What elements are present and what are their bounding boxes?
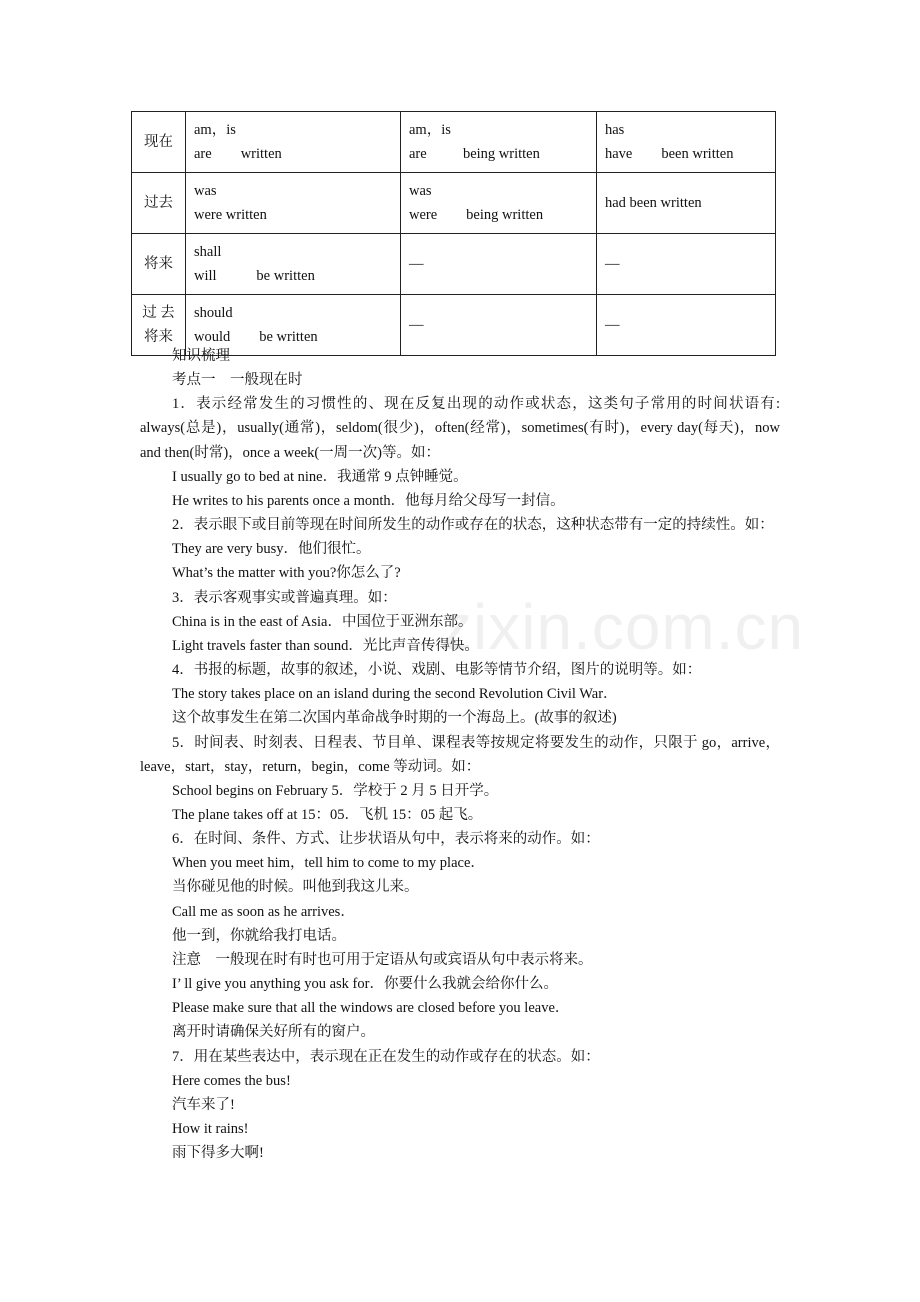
text-line: I usually go to bed at nine．我通常 9 点钟睡觉。 bbox=[172, 468, 468, 485]
tense-label-cell bbox=[132, 234, 186, 295]
cell-text: had been written bbox=[605, 195, 702, 211]
text-line: Please make sure that all the windows are closed before you leave． bbox=[172, 1000, 570, 1017]
text-line: 这个故事发生在第二次国内革命战争时期的一个海岛上。(故事的叙述) bbox=[172, 710, 617, 727]
cell-text: — bbox=[605, 317, 620, 333]
text-line: 3．表示客观事实或普遍真理。如： bbox=[172, 589, 397, 606]
text-line: They are very busy．他们很忙。 bbox=[172, 541, 371, 558]
text-line: Here comes the bus! bbox=[172, 1072, 291, 1089]
cell-text: were being written bbox=[409, 207, 544, 223]
cell-text: will be written bbox=[194, 268, 315, 284]
table-row bbox=[132, 234, 776, 295]
text-line: He writes to his parents once a month．他每月给父母写一封信。 bbox=[172, 492, 565, 509]
cell-text: has bbox=[605, 122, 625, 138]
text-line: 当你碰见他的时候。叫他到我这儿来。 bbox=[172, 879, 419, 896]
tense-table bbox=[131, 111, 776, 356]
cell-text: am，is bbox=[409, 122, 451, 138]
cell-text: shall bbox=[194, 244, 222, 260]
table-cell bbox=[401, 234, 597, 295]
table-cell bbox=[597, 112, 776, 173]
text-line: The plane takes off at 15：05．飞机 15：05 起飞。 bbox=[172, 806, 483, 823]
text-line: 4．书报的标题，故事的叙述，小说、戏剧、电影等情节介绍，图片的说明等。如： bbox=[172, 662, 702, 679]
text-line: 5．时间表、时刻表、日程表、节目单、课程表等按规定将要发生的动作，只限于 go，arrive，leave，start，stay，return，begin，come 等动词。如： bbox=[140, 734, 780, 775]
cell-text: should bbox=[194, 305, 233, 321]
cell-text: have been written bbox=[605, 146, 734, 162]
cell-text: 将来 bbox=[144, 329, 173, 345]
text-line: 汽车来了! bbox=[172, 1096, 235, 1113]
text-line: What’s the matter with you?你怎么了? bbox=[172, 565, 401, 582]
cell-text: 过 去 bbox=[142, 305, 175, 321]
cell-text: am，is bbox=[194, 122, 236, 138]
notes-content bbox=[140, 344, 784, 1165]
cell-text: — bbox=[409, 317, 424, 333]
cell-text: 过去 bbox=[144, 195, 173, 211]
text-line: School begins on February 5．学校于 2 月 5 日开学。 bbox=[172, 782, 499, 799]
text-line: 6．在时间、条件、方式、让步状语从句中，表示将来的动作。如： bbox=[172, 831, 600, 848]
cell-text: are written bbox=[194, 146, 282, 162]
table-row bbox=[132, 112, 776, 173]
text-line: China is in the east of Asia．中国位于亚洲东部。 bbox=[172, 613, 473, 630]
text-line: 7．用在某些表达中，表示现在正在发生的动作或存在的状态。如： bbox=[172, 1048, 600, 1065]
text-line: Light travels faster than sound．光比声音传得快。 bbox=[172, 637, 479, 654]
cell-text: 将来 bbox=[144, 256, 173, 272]
tense-table-body bbox=[132, 112, 776, 356]
watermark: zixin.com.cn bbox=[440, 591, 805, 663]
cell-text: — bbox=[409, 256, 424, 272]
cell-text: are being written bbox=[409, 146, 540, 162]
table-cell bbox=[401, 112, 597, 173]
table-cell bbox=[401, 173, 597, 234]
text-line: 1．表示经常发生的习惯性的、现在反复出现的动作或状态，这类句子常用的时间状语有: always(总是)，usually(通常)，seldom(很少)，often(经常)，sometimes(有时)，every day(每天)，now and then(时常)，once a week(一周一次)等。如： bbox=[140, 396, 784, 461]
table-cell bbox=[597, 234, 776, 295]
tense-label-cell bbox=[132, 173, 186, 234]
text-line: 他一到，你就给我打电话。 bbox=[172, 927, 346, 944]
text-line: Call me as soon as he arrives． bbox=[172, 903, 355, 920]
cell-text: — bbox=[605, 256, 620, 272]
tense-label-cell bbox=[132, 112, 186, 173]
cell-text: 现在 bbox=[144, 134, 173, 150]
cell-text: was bbox=[194, 183, 217, 199]
cell-text: was bbox=[409, 183, 432, 199]
table-cell bbox=[186, 112, 401, 173]
text-line: 雨下得多大啊! bbox=[172, 1145, 264, 1162]
table-cell bbox=[186, 173, 401, 234]
table-row bbox=[132, 173, 776, 234]
table-cell bbox=[597, 173, 776, 234]
text-line: How it rains! bbox=[172, 1121, 249, 1137]
text-line: 离开时请确保关好所有的窗户。 bbox=[172, 1024, 375, 1041]
cell-text: were written bbox=[194, 207, 267, 223]
table-cell bbox=[186, 234, 401, 295]
text-line: When you meet him，tell him to come to my place． bbox=[172, 855, 485, 872]
text-line: I’ ll give you anything you ask for．你要什么我就会给你什么。 bbox=[172, 976, 558, 993]
text-line: The story takes place on an island during the second Revolution Civil War． bbox=[172, 686, 618, 703]
cell-text: would be written bbox=[194, 329, 318, 345]
text-line: 注意 一般现在时有时也可用于定语从句或宾语从句中表示将来。 bbox=[172, 951, 593, 968]
text-line: 知识梳理 bbox=[172, 348, 230, 364]
text-line: 考点一 一般现在时 bbox=[172, 372, 303, 389]
text-line: 2．表示眼下或目前等现在时间所发生的动作或存在的状态，这种状态带有一定的持续性。如： bbox=[172, 517, 774, 534]
